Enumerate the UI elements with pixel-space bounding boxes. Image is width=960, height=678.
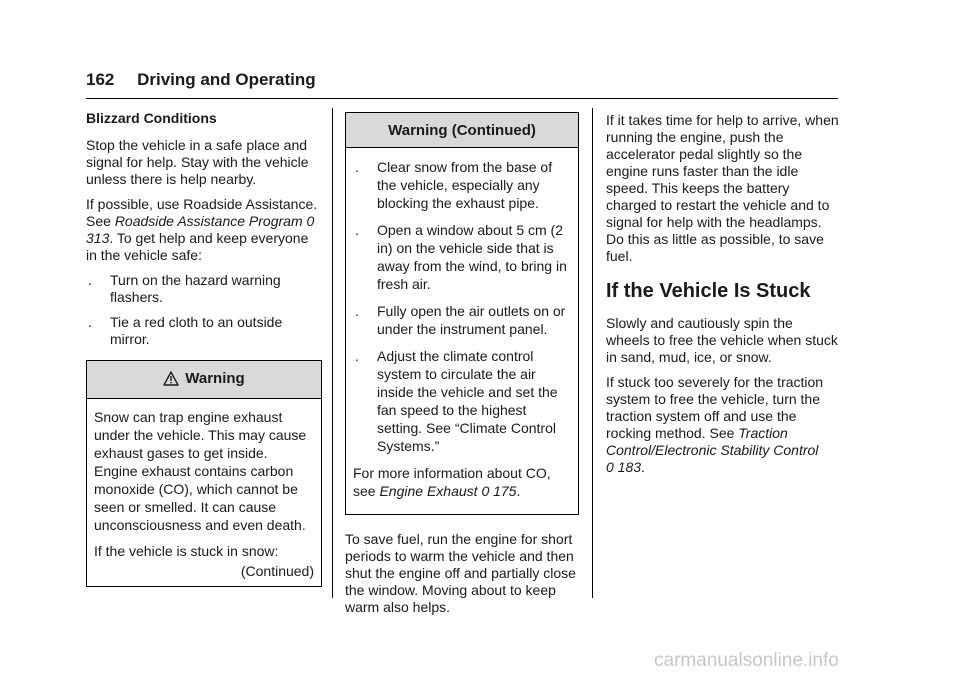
roadside-assistance-link[interactable]: Roadside Assistance Program [114, 213, 303, 229]
blizzard-paragraph-2 [86, 196, 322, 264]
column-3 [606, 112, 840, 484]
list-item [86, 272, 322, 306]
bullet-mark: . [355, 348, 359, 364]
warning-triangle-icon [163, 371, 179, 390]
list-item-text: Adjust the climate control system to circulate the air inside the vehicle and set the fan speed to the highest setting. See “Climate Control Systems.” [377, 348, 558, 454]
save-fuel-paragraph: To save fuel, run the engine for short periods to warm the vehicle and then shut the engine off and partially close the window. Moving about to keep warm also helps. [345, 531, 576, 615]
paragraph-text: If possible, use Roadside Assistance. See [86, 196, 318, 229]
list-item [353, 158, 571, 212]
continued-label: (Continued) [240, 563, 314, 579]
column-2 [345, 112, 579, 624]
stuck-heading: If the Vehicle Is Stuck [606, 280, 811, 302]
bullet-mark: . [88, 272, 92, 288]
list-item-text: Open a window about 5 cm (2 in) on the vehicle side that is away from the wind, to bring in fresh air. [377, 222, 567, 292]
blizzard-paragraph-1: Stop the vehicle in a safe place and signal for help. Stay with the vehicle unless there is help nearby. [86, 137, 309, 187]
traction-control-link[interactable]: Traction Control/Electronic Stability Control [606, 425, 819, 458]
list-item-text: Tie a red cloth to an outside mirror. [110, 314, 283, 347]
warning-footer-paragraph [353, 464, 571, 500]
list-item [86, 314, 322, 348]
list-item [353, 302, 571, 338]
header-rule [86, 98, 838, 99]
list-item [353, 221, 571, 293]
warning-paragraph-1: Snow can trap engine exhaust under the vehicle. This may cause exhaust gases to get inside. Engine exhaust contains carbon monoxide (CO), which cannot be seen or smelled. It can cause unconsciousness and even death. [94, 409, 307, 533]
warning-title: Warning [185, 370, 245, 387]
warning-continued-body [346, 148, 578, 514]
warning-body [87, 399, 321, 586]
paragraph-text: . [641, 459, 645, 475]
warning-box [86, 360, 322, 587]
warning-continued-header: Warning (Continued) [346, 113, 578, 148]
stuck-paragraph-2 [606, 374, 840, 476]
blizzard-heading: Blizzard Conditions [86, 110, 217, 126]
page-reference[interactable]: 0 175 [481, 483, 517, 499]
paragraph-text: If stuck too severely for the traction system to free the vehicle, turn the traction system off and use the rocking method. See [606, 374, 824, 441]
column-divider-1 [332, 108, 333, 598]
column-1 [86, 110, 322, 587]
page-reference[interactable]: 0 313 [86, 213, 315, 246]
warning-paragraph-2: If the vehicle is stuck in snow: [94, 543, 279, 559]
paragraph-text: . To get help and keep everyone in the vehicle safe: [86, 230, 309, 263]
warning-header [87, 361, 321, 399]
section-title: Driving and Operating [137, 70, 316, 89]
list-item-text: Turn on the hazard warning flashers. [110, 272, 281, 305]
bullet-mark: . [355, 159, 359, 175]
paragraph-text: For more information about CO, see [353, 465, 551, 499]
page-reference[interactable]: 0 183 [606, 459, 642, 475]
list-item-text: Clear snow from the base of the vehicle, especially any blocking the exhaust pipe. [377, 159, 553, 211]
engine-exhaust-link[interactable]: Engine Exhaust [379, 483, 478, 499]
stuck-paragraph-1: Slowly and cautiously spin the wheels to free the vehicle when stuck in sand, mud, ice, or snow. [606, 315, 838, 365]
bullet-mark: . [88, 314, 92, 330]
warning-continued-box [345, 112, 579, 515]
list-item [353, 347, 571, 455]
bullet-mark: . [355, 222, 359, 238]
bullet-mark: . [355, 303, 359, 319]
list-item-text: Fully open the air outlets on or under the instrument panel. [377, 303, 566, 337]
page-header [86, 70, 316, 90]
help-arrive-paragraph: If it takes time for help to arrive, when running the engine, push the accelerator pedal slightly so the engine runs faster than the idle speed. This keeps the battery charged to restart the vehicle and to signal for help with the headlamps. Do this as little as possible, to save fuel. [606, 112, 839, 264]
page-number: 162 [86, 70, 115, 89]
watermark: carmanualsonline.info [654, 650, 839, 671]
paragraph-text: . [516, 483, 521, 499]
column-divider-2 [592, 108, 593, 598]
